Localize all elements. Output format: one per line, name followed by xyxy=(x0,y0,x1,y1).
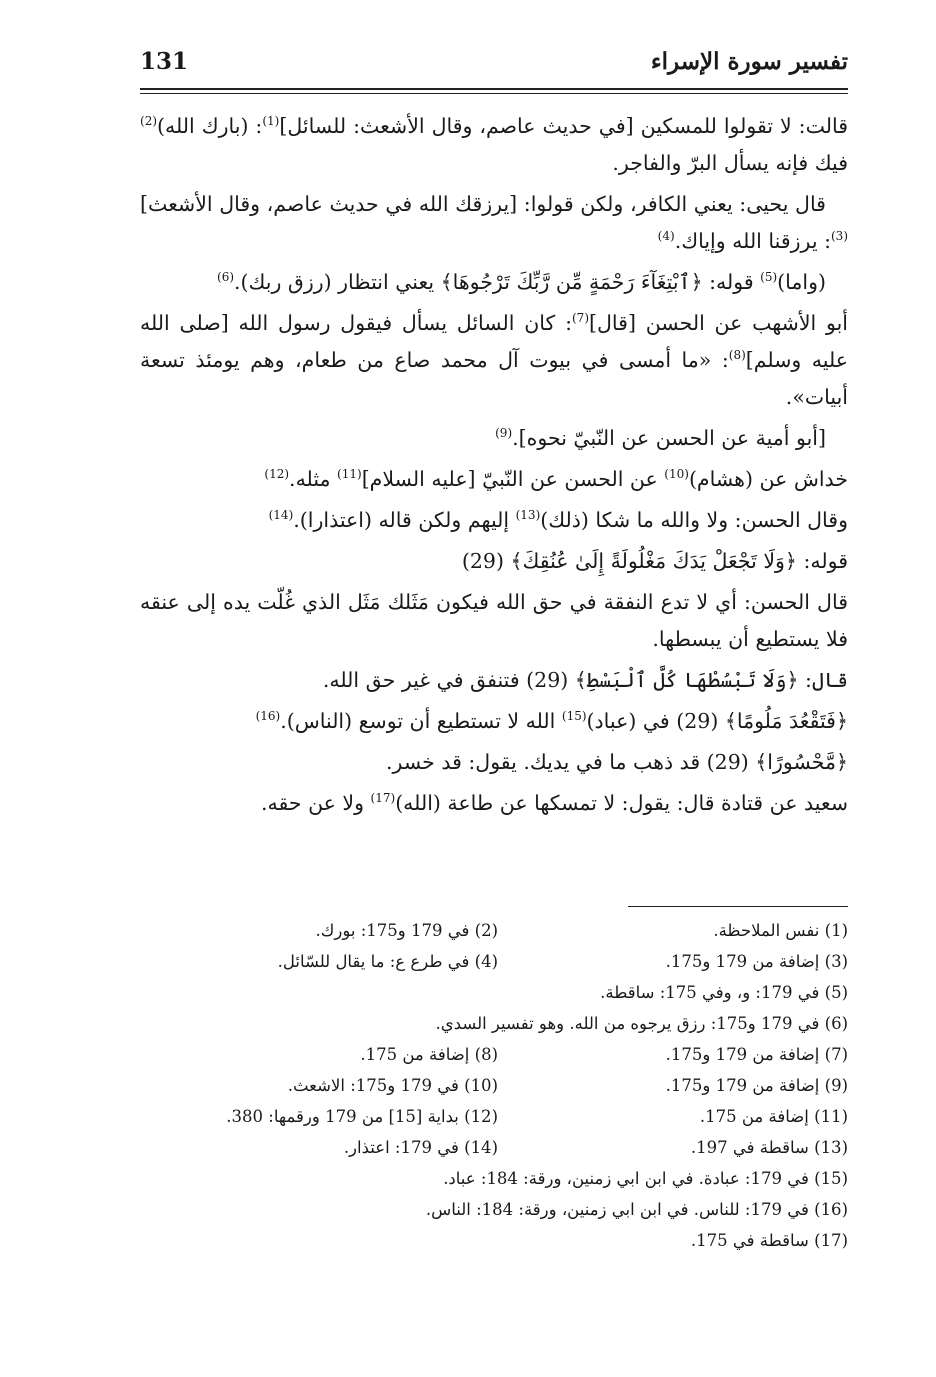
footnote-ref: (13) xyxy=(515,508,541,523)
paragraph xyxy=(140,785,848,822)
paragraph: ﴿مَّحْسُورًا﴾ (29) قد ذهب ما في يديك. يقول: قد خسر. xyxy=(386,750,848,774)
footnote: (8) إضافة من 175. xyxy=(360,1045,498,1064)
footnote: (2) في 179 و175: بورك. xyxy=(315,921,498,940)
text-run: : (بارك الله) xyxy=(157,114,263,138)
header-rule xyxy=(140,88,848,90)
footnote: (12) بداية [15] من 179 ورقمها: 380. xyxy=(226,1107,498,1126)
text-run: : يرزقنا الله وإياك. xyxy=(674,229,831,253)
text-run: عن الحسن عن النّبيّ [عليه السلام] xyxy=(361,467,665,491)
text-run: قالت: لا تقولوا للمسكين [في حديث عاصم، وقال الأشعث: للسائل] xyxy=(279,114,848,138)
footnote-ref: (17) xyxy=(370,791,396,806)
footnote-ref: (4) xyxy=(657,229,675,244)
text-run: : «ما أمسى في بيوت آل محمد صاع من طعام، وهم يومئذ تسعة أبيات». xyxy=(140,348,848,409)
footnote-ref: (1) xyxy=(262,114,280,129)
text-run: قوله: ﴿ٱبْتِغَآءَ رَحْمَةٍ مِّن رَّبِّكَ تَرْجُوهَا﴾ يعني انتظار (رزق ربك). xyxy=(234,270,761,294)
footnote-row xyxy=(140,946,848,977)
footnote-ref: (9) xyxy=(495,426,513,441)
page-header xyxy=(140,48,848,84)
text-run: [أبو أمية عن الحسن عن النّبيّ نحوه]. xyxy=(512,426,826,450)
text-run: إليهم ولكن قاله (اعتذارا). xyxy=(293,508,516,532)
footnote-rule xyxy=(628,906,848,907)
paragraph xyxy=(140,502,848,539)
text-run: (واما) xyxy=(777,270,826,294)
header-rule-thin xyxy=(140,93,848,94)
paragraph: قوله: ﴿وَلَا تَجْعَلْ يَدَكَ مَغْلُولَةً إِلَىٰ عُنُقِكَ﴾ (29) xyxy=(461,549,848,573)
footnote: (9) إضافة من 179 و175. xyxy=(665,1076,848,1095)
footnotes xyxy=(140,915,848,1256)
footnote: (5) في 179: و، وفي 175: ساقطة. xyxy=(600,983,848,1002)
paragraph: قال الحسن: أي لا تدع النفقة في حق الله فيكون مَثَلك مَثَل الذي غُلّت يده إلى عنقه فلا يستطيع أن يبسطها. xyxy=(140,590,848,651)
footnote-row xyxy=(140,1070,848,1101)
page-number: 131 xyxy=(140,48,189,75)
footnote: (16) في 179: للناس. في ابن ابي زمنين، ورقة: 184: الناس. xyxy=(425,1200,848,1219)
footnote-ref: (12) xyxy=(264,467,290,482)
text-run: وقال الحسن: ولا والله ما شكا (ذلك) xyxy=(540,508,848,532)
footnote: (14) في 179: اعتذار. xyxy=(343,1138,498,1157)
text-run: ولا عن حقه. xyxy=(261,791,371,815)
footnote: (4) في طرع ع: ما يقال للسّائل. xyxy=(277,952,498,971)
footnote: (6) في 179 و175: رزق يرجوه من الله. وهو تفسير السدي. xyxy=(435,1014,848,1033)
text-run: الله لا تستطيع أن توسع (الناس). xyxy=(280,709,562,733)
footnote: (17) ساقطة في 175. xyxy=(690,1231,848,1250)
footnote: (7) إضافة من 179 و175. xyxy=(665,1045,848,1064)
footnote-ref: (16) xyxy=(255,709,281,724)
paragraph: قال: ﴿وَلَا تَبْسُطْهَا كُلَّ ٱلْبَسْطِ﴾ (29) فتنفق في غير حق الله. xyxy=(322,668,848,692)
text-run: ﴿فَتَقْعُدَ مَلُومًا﴾ (29) في (عباد) xyxy=(586,709,848,733)
text-run: أبو الأشهب عن الحسن [قال] xyxy=(589,311,848,335)
text-run: خداش عن (هشام) xyxy=(688,467,848,491)
footnote: (3) إضافة من 179 و175. xyxy=(665,952,848,971)
footnote: (13) ساقطة في 197. xyxy=(690,1138,848,1157)
footnote: (10) في 179 و175: الاشعث. xyxy=(287,1076,498,1095)
text-run: سعيد عن قتادة قال: يقول: لا تمسكها عن طاعة (الله) xyxy=(395,791,848,815)
footnote-ref: (10) xyxy=(664,467,689,482)
paragraph xyxy=(140,186,848,260)
footnote-ref: (5) xyxy=(760,270,778,285)
paragraph xyxy=(140,305,848,416)
footnote-ref: (8) xyxy=(728,348,746,363)
paragraph xyxy=(140,461,848,498)
text-run: قال يحيى: يعني الكافر، ولكن قولوا: [يرزقك الله في حديث عاصم، وقال الأشعث] xyxy=(140,192,826,216)
footnote-ref: (11) xyxy=(337,467,362,482)
footnote-ref: (14) xyxy=(268,508,294,523)
footnote-ref: (7) xyxy=(571,311,589,326)
footnote: (1) نفس الملاحظة. xyxy=(713,921,848,940)
footnote-ref: (6) xyxy=(217,270,235,285)
footnote-row xyxy=(140,915,848,946)
footnote-ref: (3) xyxy=(830,229,848,244)
text-run: فيك فإنه يسأل البرّ والفاجر. xyxy=(612,151,848,175)
paragraph xyxy=(140,108,848,182)
paragraph xyxy=(140,420,848,457)
footnote: (15) في 179: عبادة. في ابن ابي زمنين، ورقة: 184: عباد. xyxy=(443,1169,848,1188)
paragraph xyxy=(140,703,848,740)
footnote-row xyxy=(140,1039,848,1070)
running-title: تفسير سورة الإسراء xyxy=(650,48,848,75)
footnote-row xyxy=(140,1101,848,1132)
text-run: مثله. xyxy=(289,467,338,491)
footnote-ref: (2) xyxy=(140,114,158,129)
footnote-ref: (15) xyxy=(561,709,587,724)
text-run: : كان السائل يسأل فيقول رسول الله [صلى الله عليه وسلم] xyxy=(140,311,849,372)
paragraph xyxy=(140,264,848,301)
main-text xyxy=(140,108,848,826)
footnote-row xyxy=(140,1132,848,1163)
footnote: (11) إضافة من 175. xyxy=(699,1107,848,1126)
